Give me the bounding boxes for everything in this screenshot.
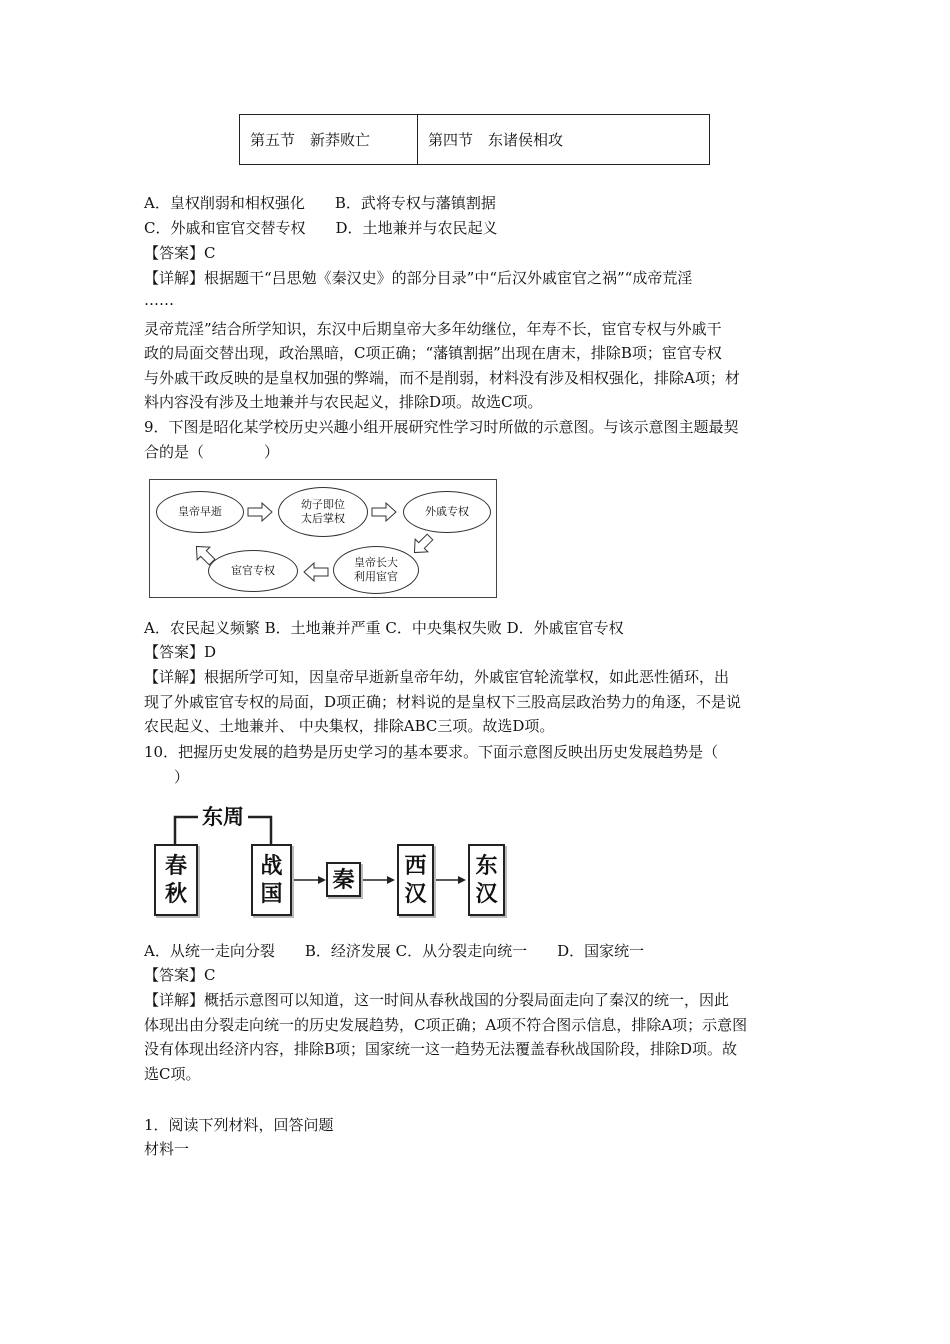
node-consort-clan-power: 外戚专权	[403, 491, 491, 533]
q9-detail	[144, 665, 812, 739]
toc-cell-section4: 第四节 东诸侯相攻	[428, 131, 564, 149]
arrow-left-icon	[304, 563, 328, 581]
q9-detail-line: 【详解】根据所学可知，因皇帝早逝新皇帝年幼，外戚宦官轮流掌权，如此恶性循环，出	[144, 668, 730, 686]
arrow-right-icon	[361, 876, 395, 884]
q9-options: A．农民起义频繁 B．土地兼并严重 C．中央集权失败 D．外戚宦官专权	[144, 619, 624, 637]
box-qin: 秦	[326, 862, 361, 897]
q9-stem-line: 合的是（ ）	[144, 442, 280, 461]
q11-material-label: 材料一	[144, 1140, 190, 1158]
q9-detail-line: 农民起义、土地兼并、 中央集权，排除ABC三项。故选D项。	[144, 717, 555, 735]
eastern-zhou-label: 东周	[202, 804, 244, 829]
q9-detail-line: 现了外戚宦官专权的局面，D项正确；材料说的是皇权下三股高层政治势力的角逐，不是说	[144, 692, 742, 711]
q10-detail-line: 体现出由分裂走向统一的历史发展趋势，C项正确；A项不符合图示信息，排除A项；示意图	[144, 1015, 748, 1034]
box-char: 国	[260, 881, 283, 907]
node-line: 利用宦官	[354, 570, 398, 583]
q10-detail-line: 选C项。	[144, 1064, 201, 1083]
node-line: 太后掌权	[301, 512, 345, 525]
q8-detail	[144, 266, 812, 415]
q11-stem: 1．阅读下列材料，回答问题	[144, 1116, 334, 1134]
q10-stem	[144, 740, 812, 789]
q10-options: A．从统一走向分裂 B．经济发展 C．从分裂走向统一 D．国家统一	[144, 942, 645, 960]
q10-stem-line: 10．把握历史发展的趋势是历史学习的基本要求。下面示意图反映出历史发展趋势是（	[144, 743, 719, 761]
box-char: 战	[260, 853, 283, 879]
toc-cell-section5: 第五节 新莽败亡	[240, 115, 418, 164]
q10-detail-line: 没有体现出经济内容，排除B项；国家统一这一趋势无法覆盖春秋战国阶段，排除D项。故	[144, 1040, 738, 1058]
q9-stem-line: 9．下图是昭化某学校历史兴趣小组开展研究性学习时所做的示意图。与该示意图主题最契	[144, 418, 739, 436]
q8-detail-line: 与外戚干政反映的是皇权加强的弊端，而不是削弱，材料没有涉及相权强化，排除A项；材	[144, 368, 740, 387]
box-char: 东	[475, 853, 498, 879]
q8-detail-line: 【详解】根据题干“吕思勉《秦汉史》的部分目录”中“后汉外戚宦官之祸”“成帝荒淫	[144, 269, 693, 287]
q9-stem	[144, 415, 812, 464]
q10-detail	[144, 988, 812, 1086]
arrow-down-left-icon	[408, 531, 436, 559]
q10-answer: 【答案】C	[144, 966, 216, 984]
box-warring-states	[251, 844, 292, 916]
box-char: 秋	[164, 881, 187, 907]
q8-options-line2: C．外戚和宦官交替专权 D．土地兼并与农民起义	[144, 219, 498, 237]
box-char: 春	[164, 853, 187, 879]
arrow-right-icon	[248, 503, 272, 521]
q10-timeline-diagram	[150, 800, 510, 920]
arrow-right-icon	[292, 876, 326, 884]
box-char: 西	[404, 853, 427, 879]
box-char: 汉	[404, 881, 427, 907]
q8-answer: 【答案】C	[144, 244, 216, 262]
q8-detail-line: 料内容没有涉及土地兼并与农民起义，排除D项。故选C项。	[144, 393, 543, 411]
node-eunuch-power: 宦官专权	[208, 550, 298, 592]
q8-options-line1: A．皇权削弱和相权强化 B．武将专权与藩镇割据	[144, 194, 496, 212]
q8-detail-line: 政的局面交替出现，政治黑暗，C项正确；“藩镇割据”出现在唐末，排除B项；宦官专权	[144, 344, 722, 362]
box-western-han	[397, 844, 434, 916]
arrow-right-icon	[372, 503, 396, 521]
node-line: 幼子即位	[301, 498, 345, 511]
box-char: 汉	[475, 881, 498, 907]
q9-answer: 【答案】D	[144, 643, 217, 661]
q10-stem-line: ）	[144, 767, 190, 786]
box-eastern-han	[468, 844, 505, 916]
node-emperor-grows-up	[333, 546, 419, 594]
table-of-contents-table	[239, 114, 710, 165]
node-emperor-early-death: 皇帝早逝	[156, 491, 244, 533]
q10-detail-line: 【详解】概括示意图可以知道，这一时间从春秋战国的分裂局面走向了秦汉的统一，因此	[144, 991, 730, 1009]
q8-detail-line: 灵帝荒淫”结合所学知识，东汉中后期皇帝大多年幼继位，年寿不长，宦官专权与外戚干	[144, 319, 722, 338]
node-line: 皇帝长大	[354, 556, 398, 569]
arrow-right-icon	[434, 876, 466, 884]
q8-detail-line: ……	[144, 290, 174, 309]
q9-cycle-diagram	[149, 479, 497, 598]
node-young-son-enthroned	[278, 487, 368, 537]
box-spring-autumn	[154, 844, 198, 916]
